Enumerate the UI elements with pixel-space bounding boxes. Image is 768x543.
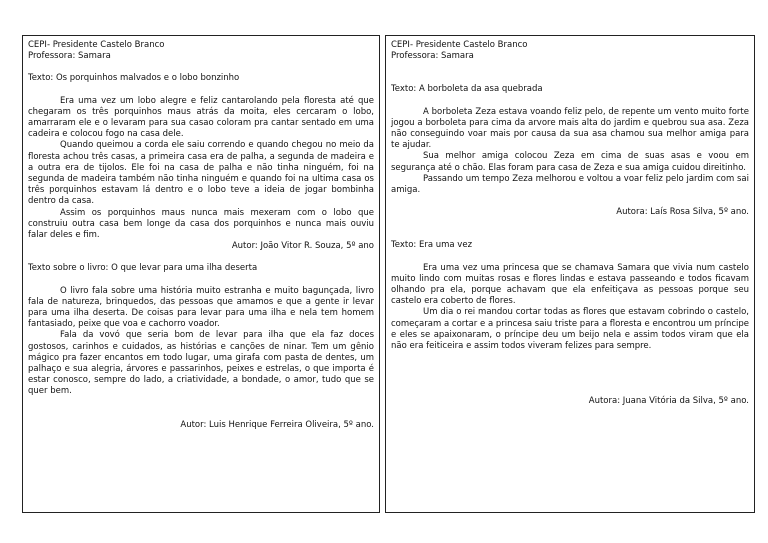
story-title: Texto: Era uma vez <box>391 240 473 251</box>
story-paragraph: Era uma vez uma princesa que se chamava Samara que vivia num castelo muito lindo com muitas rosas e flores lindas e estava passeando e todos ficavam olhando pra ela, porque achavam que ela enfeitiçava as pessoas porque seu castelo era coberto de flores. <box>391 262 749 307</box>
teacher-name: Professora: Samara <box>391 51 474 62</box>
story-author: Autora: Laís Rosa Silva, 5º ano. <box>616 207 749 218</box>
story-paragraph: Um dia o rei mandou cortar todas as flores que estavam cobrindo o castelo, começaram a cortar e a princesa saiu triste para a floresta e encontrou um príncipe e eles se apaixonaram, o príncipe deu um beijo nela e assim todos viram que ela não era feiticeira e assim todos viveram felizes para sempre. <box>391 307 749 352</box>
story-paragraph: Era uma vez um lobo alegre e feliz cantarolando pela floresta até que chegaram os três porquinhos maus atrás da moita, eles cercaram o lobo, amarraram ele e o levaram para sua casao coloram pra cantar sentado em uma cadeira e colocou fogo na casa dele. <box>28 95 374 140</box>
story-paragraph: Sua melhor amiga colocou Zeza em cima de suas asas e voou em segurança até o chão. Elas foram para casa de Zeza e sua amiga cuidou direitinho. <box>391 151 749 173</box>
school-name: CEPI- Presidente Castelo Branco <box>28 40 165 50</box>
story-paragraph: Quando queimou a corda ele saiu correndo e quando chegou no meio da floresta achou três casas, a primeira casa era de palha, a segunda de madeira e a outra era de tijolos. Ele foi na casa de palha e não tinha ninguém, foi na segunda de madeira também não tinha ninguém e quando foi na ultima casa os três porquinhos estavam lá dentro e o lobo teve a ideia de jogar bombinha dentro da casa. <box>28 140 374 207</box>
story-author: Autora: Juana Vitória da Silva, 5º ano. <box>588 396 749 407</box>
story-author: Autor: Luis Henrique Ferreira Oliveira, 5º ano. <box>180 419 374 430</box>
story-paragraph: Fala da vovó que seria bom de levar para ilha que ela faz doces gostosos, carinhos e cuidados, as histórias e canções de ninar. Tem um gênio mágico pra fazer encantos em todo lugar, uma girafa com pasta de dentes, um palhaço e sua alegria, árvores e passarinhos, peixes e estrelas, o que importa é estar conosco, sempre do lado, a criatividade, a bondade, o amor, tudo que se quer bem. <box>28 330 374 397</box>
story-title: Texto: A borboleta da asa quebrada <box>391 84 543 95</box>
story-title: Texto: Os porquinhos malvados e o lobo bonzinho <box>28 73 240 84</box>
teacher-name: Professora: Samara <box>28 51 111 62</box>
story-paragraph: O livro fala sobre uma história muito estranha e muito bagunçada, livro fala de natureza, brinquedos, das pessoas que amamos e que a gente ir levar para uma ilha deserta. De coisas para levar para uma ilha e nela tem homem fantasiado, peixe que voa e cachorro voador. <box>28 285 374 330</box>
left-column <box>22 35 380 513</box>
school-name: CEPI- Presidente Castelo Branco <box>391 40 528 50</box>
story-paragraph: Passando um tempo Zeza melhorou e voltou a voar feliz pelo jardim com sai amiga. <box>391 173 749 196</box>
story-title: Texto sobre o livro: O que levar para uma ilha deserta <box>28 263 258 274</box>
story-paragraph: A borboleta Zeza estava voando feliz pelo, de repente um vento muito forte jogou a borboleta para cima da arvore mais alta do jardim e quebrou sua asa. Zeza não conseguindo voar mais por causa da sua asa chamou sua melhor amiga para te ajudar. <box>391 106 749 151</box>
story-paragraph: Assim os porquinhos maus nunca mais mexeram com o lobo que construiu outra casa bem longe da casa dos porquinhos e nunca mais ouviu falar deles e fim. <box>28 207 374 241</box>
story-author: Autor: João Vitor R. Souza, 5º ano <box>231 241 374 252</box>
right-column <box>385 35 755 513</box>
